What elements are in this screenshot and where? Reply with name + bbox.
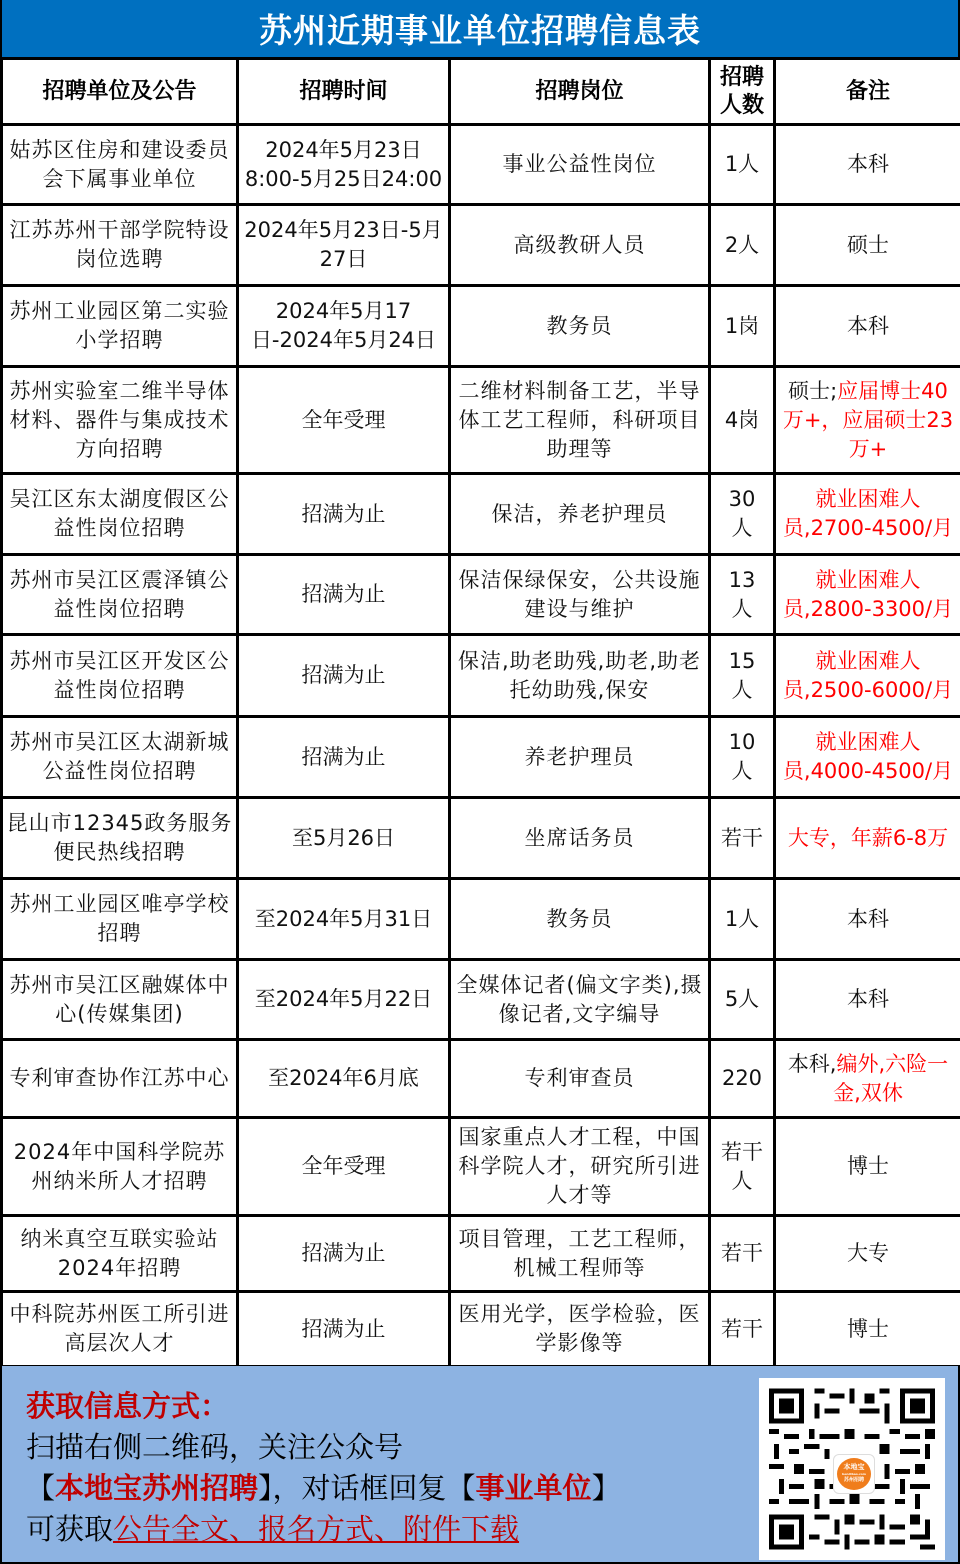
remark-highlight: 就业困难人员,2700-4500/月 [782, 487, 954, 540]
recruitment-position: 二维材料制备工艺，半导体工艺工程师，科研项目助理等 [450, 367, 710, 474]
remark-text: 硕士; [788, 378, 838, 403]
remark [775, 1292, 960, 1367]
table-row [2, 1118, 960, 1216]
table-row [2, 717, 960, 798]
recruitment-count-text: 4岗 [724, 407, 760, 432]
column-header-unit: 招聘单位及公告 [2, 59, 238, 125]
recruitment-time: 至2024年5月31日 [238, 879, 450, 960]
unit-announcement-link[interactable]: 苏州市吴江区开发区公益性岗位招聘 [2, 635, 238, 717]
recruitment-time: 至2024年6月底 [238, 1040, 450, 1118]
footer-line-reply [26, 1468, 621, 1509]
remark [775, 367, 960, 474]
recruitment-time: 2024年5月23日 8:00-5月25日24:00 [238, 125, 450, 205]
table-row [2, 367, 960, 474]
recruitment-time: 招满为止 [238, 555, 450, 635]
footer-line-scan: 扫描右侧二维码，关注公众号 [26, 1430, 404, 1464]
recruitment-table [0, 57, 960, 1368]
recruitment-count [710, 717, 775, 798]
recruitment-time: 招满为止 [238, 635, 450, 717]
unit-announcement-link[interactable]: 江苏苏州干部学院特设岗位选聘 [2, 205, 238, 286]
qr-code[interactable] [759, 1378, 945, 1560]
logo-brand: 本地宝 [843, 1463, 865, 1471]
recruitment-count [710, 555, 775, 635]
remark-highlight: 编外,六险一金,双休 [833, 1051, 949, 1105]
download-link[interactable]: 公告全文、报名方式、附件下载 [113, 1512, 520, 1546]
recruitment-count [710, 367, 775, 474]
reply-instruction: 】，对话框回复【 [258, 1471, 476, 1505]
remark-highlight: 就业困难人员,4000-4500/月 [782, 730, 954, 783]
unit-announcement-link[interactable]: 中科院苏州医工所引进高层次人才 [2, 1292, 238, 1367]
recruitment-time: 招满为止 [238, 474, 450, 555]
remark [775, 717, 960, 798]
recruitment-position: 高级教研人员 [450, 205, 710, 286]
table-row [2, 635, 960, 717]
recruitment-count [710, 1118, 775, 1216]
remark-highlight: 就业困难人员,2500-6000/月 [782, 648, 954, 702]
column-header-note: 备注 [775, 59, 960, 125]
bendibao-logo [833, 1454, 875, 1494]
account-name: 本地宝苏州招聘 [55, 1471, 259, 1505]
table-row [2, 286, 960, 367]
recruitment-count [710, 1040, 775, 1118]
recruitment-position: 事业公益性岗位 [450, 125, 710, 205]
recruitment-count-text: 30人 [728, 487, 756, 540]
recruitment-count-text: 若干 [721, 1316, 763, 1341]
recruitment-position: 教务员 [450, 879, 710, 960]
remark-text: 本科, [787, 1051, 837, 1076]
recruitment-position: 坐席话务员 [450, 798, 710, 879]
table-header-row [2, 59, 960, 125]
recruitment-time: 招满为止 [238, 717, 450, 798]
recruitment-position: 专利审查员 [450, 1040, 710, 1118]
recruitment-position: 全媒体记者(偏文字类),摄像记者,文字编导 [450, 960, 710, 1040]
recruitment-count-text: 1人 [724, 906, 760, 931]
unit-announcement-link[interactable]: 苏州工业园区第二实验小学招聘 [2, 286, 238, 367]
recruitment-count [710, 205, 775, 286]
recruitment-count [710, 1216, 775, 1292]
unit-announcement-link[interactable]: 2024年中国科学院苏州纳米所人才招聘 [2, 1118, 238, 1216]
reply-keyword: 事业单位 [475, 1471, 592, 1505]
remark [775, 1118, 960, 1216]
column-header-position: 招聘岗位 [450, 59, 710, 125]
recruitment-count [710, 286, 775, 367]
recruitment-time: 2024年5月17日-2024年5月24日 [238, 286, 450, 367]
remark [775, 960, 960, 1040]
recruitment-count [710, 125, 775, 205]
remark-text: 本科 [847, 152, 889, 176]
remark [775, 205, 960, 286]
remark [775, 474, 960, 555]
recruitment-time: 招满为止 [238, 1292, 450, 1367]
remark-text: 硕士 [847, 232, 889, 257]
bracket-close: 】 [591, 1471, 621, 1505]
unit-announcement-link[interactable]: 苏州市吴江区震泽镇公益性岗位招聘 [2, 555, 238, 635]
table-row [2, 1040, 960, 1118]
table-row [2, 798, 960, 879]
recruitment-count [710, 960, 775, 1040]
logo-site: bendibao.com [842, 1472, 866, 1476]
recruitment-count-text: 15人 [728, 648, 756, 702]
remark [775, 1040, 960, 1118]
recruitment-count [710, 474, 775, 555]
logo-sub: 苏州招聘 [843, 1477, 864, 1483]
remark-text: 本科 [847, 906, 889, 931]
recruitment-time: 至5月26日 [238, 798, 450, 879]
bracket-open: 【 [26, 1471, 56, 1505]
footer-heading: 获取信息方式： [26, 1389, 230, 1423]
recruitment-count-text: 1岗 [724, 313, 760, 338]
remark-text: 大专 [847, 1241, 889, 1265]
unit-announcement-link[interactable]: 苏州工业园区唯亭学校招聘 [2, 879, 238, 960]
remark-highlight: 就业困难人员,2800-3300/月 [782, 567, 954, 621]
recruitment-count-text: 220 [721, 1066, 763, 1090]
recruitment-time: 2024年5月23日-5月27日 [238, 205, 450, 286]
remark-highlight: 大专，年薪6-8万 [787, 825, 949, 850]
recruitment-count-text: 若干 [721, 1241, 763, 1265]
table-row [2, 205, 960, 286]
remark [775, 879, 960, 960]
recruitment-position: 国家重点人才工程，中国科学院人才，研究所引进人才等 [450, 1118, 710, 1216]
unit-announcement-link[interactable]: 纳米真空互联实验站2024年招聘 [2, 1216, 238, 1292]
remark-highlight: 应届博士40万+，应届硕士23万+ [782, 378, 954, 461]
unit-announcement-link[interactable]: 苏州市吴江区太湖新城公益性岗位招聘 [2, 717, 238, 798]
recruitment-position: 教务员 [450, 286, 710, 367]
remark-text: 博士 [847, 1154, 889, 1178]
table-row [2, 474, 960, 555]
table-row [2, 960, 960, 1040]
remark-text: 博士 [847, 1316, 889, 1341]
recruitment-count [710, 1292, 775, 1367]
table-row [2, 1216, 960, 1292]
recruitment-count-text: 2人 [724, 232, 760, 257]
recruitment-position: 项目管理，工艺工程师，机械工程师等 [450, 1216, 710, 1292]
remark-text: 本科 [847, 987, 889, 1011]
recruitment-time: 招满为止 [238, 1216, 450, 1292]
obtain-label: 可获取 [26, 1512, 114, 1546]
remark [775, 125, 960, 205]
remark-text: 本科 [847, 313, 889, 338]
unit-announcement-link[interactable]: 苏州实验室二维半导体材料、器件与集成技术方向招聘 [2, 367, 238, 474]
recruitment-count-text: 13人 [728, 567, 756, 621]
unit-announcement-link[interactable]: 昆山市12345政务服务便民热线招聘 [2, 798, 238, 879]
unit-announcement-link[interactable]: 吴江区东太湖度假区公益性岗位招聘 [2, 474, 238, 555]
remark [775, 1216, 960, 1292]
table-row [2, 125, 960, 205]
remark [775, 798, 960, 879]
recruitment-position: 医用光学，医学检验，医学影像等 [450, 1292, 710, 1367]
column-header-count [710, 59, 775, 125]
table-row [2, 879, 960, 960]
recruitment-count-text: 5人 [724, 987, 760, 1011]
footer-instructions [26, 1386, 621, 1550]
recruitment-count-text: 若干 [721, 825, 763, 850]
contact-footer [0, 1366, 960, 1564]
recruitment-count [710, 879, 775, 960]
unit-announcement-link[interactable]: 苏州市吴江区融媒体中心(传媒集团) [2, 960, 238, 1040]
recruitment-count-text: 1人 [724, 152, 760, 176]
unit-announcement-link[interactable]: 姑苏区住房和建设委员会下属事业单位 [2, 125, 238, 205]
page-title: 苏州近期事业单位招聘信息表 [0, 0, 960, 57]
unit-announcement-link[interactable]: 专利审查协作江苏中心 [2, 1040, 238, 1118]
footer-line-obtain [26, 1509, 621, 1550]
recruitment-position: 保洁保绿保安，公共设施建设与维护 [450, 555, 710, 635]
bendibao-logo-icon [837, 1458, 871, 1490]
recruitment-count [710, 798, 775, 879]
remark [775, 286, 960, 367]
remark [775, 555, 960, 635]
column-header-time: 招聘时间 [238, 59, 450, 125]
recruitment-time: 全年受理 [238, 367, 450, 474]
recruitment-position: 保洁,助老助残,助老,助老托幼助残,保安 [450, 635, 710, 717]
recruitment-count [710, 635, 775, 717]
table-row [2, 555, 960, 635]
recruitment-position: 保洁，养老护理员 [450, 474, 710, 555]
recruitment-time: 至2024年5月22日 [238, 960, 450, 1040]
recruitment-time: 全年受理 [238, 1118, 450, 1216]
remark [775, 635, 960, 717]
recruitment-position: 养老护理员 [450, 717, 710, 798]
table-row [2, 1292, 960, 1367]
recruitment-count-text: 若干人 [721, 1139, 763, 1193]
column-header-count-text: 招聘人数 [719, 64, 764, 118]
recruitment-count-text: 10人 [728, 730, 756, 783]
